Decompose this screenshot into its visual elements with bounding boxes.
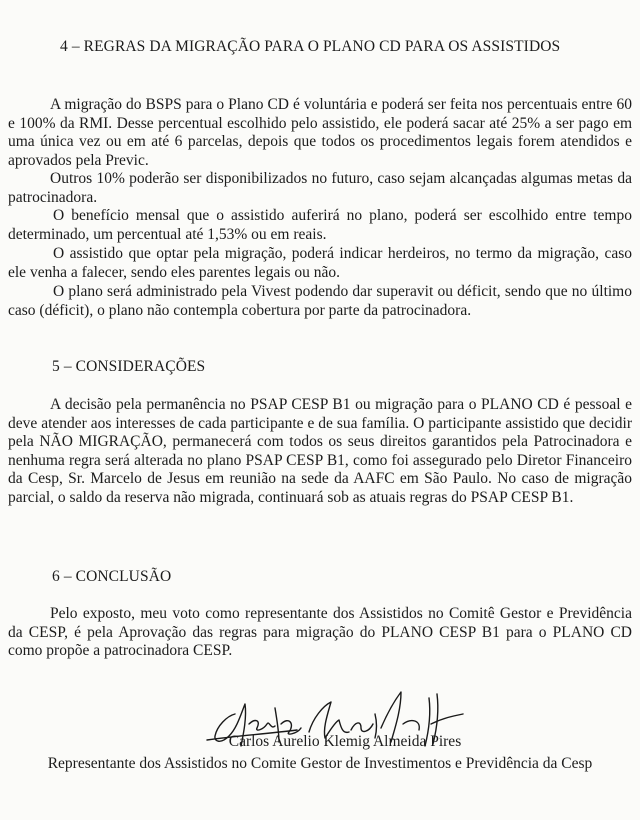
signatory-name: Carlos Aurelio Klemig Almeida Pires bbox=[228, 733, 462, 750]
section-4-paragraph-4: O assistido que optar pela migração, poderá indicar herdeiros, no termo da migração, caso ele venha a falecer, sendo eles parentes legais ou não. bbox=[8, 245, 632, 281]
section-4-heading: 4 – REGRAS DA MIGRAÇÃO PARA O PLANO CD PARA OS ASSISTIDOS bbox=[60, 38, 561, 55]
section-5-heading: 5 – CONSIDERAÇÕES bbox=[52, 358, 206, 375]
section-4-paragraph-1: A migração do BSPS para o Plano CD é voluntária e poderá ser feita nos percentuais entre 60 e 100% da RMI. Desse percentual escolhido pelo assistido, ele poderá sacar até 25% a ser pago em uma única vez ou em até 6 parcelas, depois que todos os procedimentos legais forem atendidos e aprovados pela Previc. bbox=[8, 96, 632, 169]
section-4-paragraph-3: O benefício mensal que o assistido auferirá no plano, poderá ser escolhido entre tempo determinado, um percentual até 1,53% ou em reais. bbox=[8, 207, 632, 243]
section-6-paragraph: Pelo exposto, meu voto como representante dos Assistidos no Comitê Gestor e Previdência da CESP, é pela Aprovação das regras para migração do PLANO CESP B1 para o PLANO CD como propõe a patrocinadora CESP. bbox=[8, 605, 632, 660]
section-4-paragraph-2: Outros 10% poderão ser disponibilizados no futuro, caso sejam alcançadas algumas metas da patrocinadora. bbox=[8, 170, 632, 206]
signatory-role: Representante dos Assistidos no Comite Gestor de Investimentos e Previdência da Cesp bbox=[47, 755, 593, 772]
section-4-paragraph-5: O plano será administrado pela Vivest podendo dar superavit ou déficit, sendo que no último caso (déficit), o plano não contempla cobertura por parte da patrocinadora. bbox=[8, 283, 632, 319]
section-5-paragraph: A decisão pela permanência no PSAP CESP B1 ou migração para o PLANO CD é pessoal e deve atender aos interesses de cada participante e de sua família. O participante assistido que decidir pela NÃO MIGRAÇÃO, permanecerá com todos os seus direitos garantidos pela Patrocinadora e nenhuma regra será alterada no plano PSAP CESP B1, como foi assegurado pelo Diretor Financeiro da Cesp, Sr. Marcelo de Jesus em reunião na sede da AAFC em São Paulo. No caso de migração parcial, o saldo da reserva não migrada, continuará sob as atuais regras do PSAP CESP B1. bbox=[8, 396, 632, 506]
section-6-heading: 6 – CONCLUSÃO bbox=[52, 568, 172, 585]
